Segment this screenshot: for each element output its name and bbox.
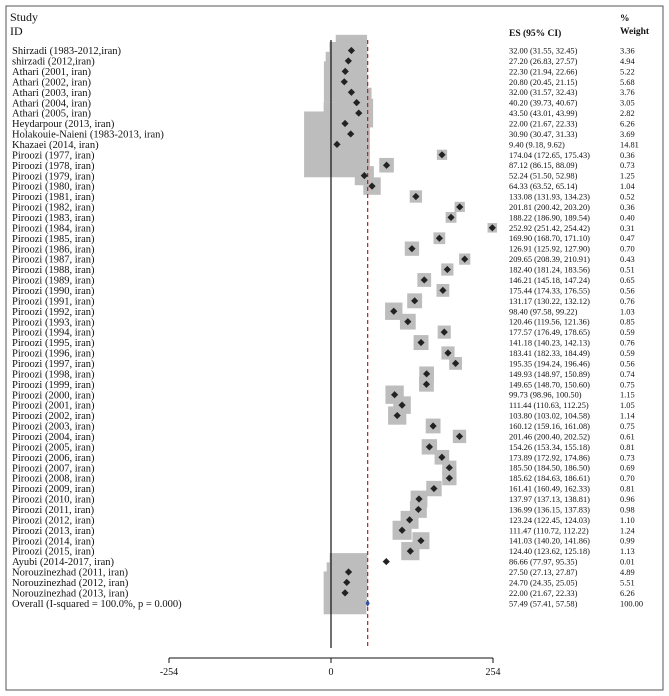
weight-value: 1.13 bbox=[620, 547, 635, 557]
study-label: Piroozi (2006, iran) bbox=[12, 452, 95, 464]
study-label: Piroozi (2014, iran) bbox=[12, 536, 95, 548]
weight-value: 0.73 bbox=[620, 453, 635, 463]
study-labels bbox=[12, 46, 182, 610]
weight-value: 0.74 bbox=[620, 369, 635, 379]
study-label: Piroozi (2013, iran) bbox=[12, 525, 95, 537]
weight-value: 0.52 bbox=[620, 192, 635, 202]
weight-value: 0.69 bbox=[620, 463, 635, 473]
weight-value: 1.10 bbox=[620, 515, 635, 525]
effect-ci-value: 209.65 (208.39, 210.91) bbox=[509, 255, 590, 265]
effect-ci-value: 52.24 (51.50, 52.98) bbox=[509, 171, 578, 181]
study-label: Shirzadi (1983-2012,iran) bbox=[12, 46, 122, 58]
study-label: Piroozi (1985, iran) bbox=[12, 233, 95, 245]
effect-ci-value: 188.22 (186.90, 189.54) bbox=[509, 213, 590, 223]
overall-weight-value: 100.00 bbox=[620, 599, 644, 609]
study-label: Piroozi (1997, iran) bbox=[12, 359, 95, 370]
effect-ci-value: 111.47 (110.72, 112.22) bbox=[509, 526, 589, 536]
effect-ci-value: 22.30 (21.94, 22.66) bbox=[509, 67, 578, 77]
study-label: Piroozi (1983, iran) bbox=[12, 212, 95, 224]
effect-ci-value: 161.41 (160.49, 162.33) bbox=[509, 484, 590, 494]
weight-value: 3.36 bbox=[620, 46, 635, 56]
weight-value: 1.04 bbox=[620, 182, 635, 192]
weight-value: 0.51 bbox=[620, 265, 635, 275]
study-label: Piroozi (2015, iran) bbox=[12, 546, 95, 558]
study-label: shirzadi (2012,iran) bbox=[12, 56, 95, 68]
weight-value: 0.73 bbox=[620, 161, 635, 171]
weight-value: 0.76 bbox=[620, 296, 635, 306]
weight-value: 0.70 bbox=[620, 244, 635, 254]
weight-value: 0.61 bbox=[620, 432, 635, 442]
weight-value: 14.81 bbox=[620, 140, 639, 150]
study-label: Heydarpour (2013, iran) bbox=[12, 119, 115, 131]
effect-ci-value: 133.08 (131.93, 134.23) bbox=[509, 192, 590, 202]
effect-ci-value: 20.80 (20.45, 21.15) bbox=[509, 77, 578, 87]
weight-value: 4.89 bbox=[620, 568, 635, 577]
effect-ci-value: 201.81 (200.42, 203.20) bbox=[509, 202, 590, 212]
study-label: Khazaei (2014, iran) bbox=[12, 139, 99, 151]
study-label: Piroozi (2007, iran) bbox=[12, 463, 95, 475]
study-label: Piroozi (2005, iran) bbox=[12, 442, 95, 454]
weight-value: 3.76 bbox=[620, 88, 635, 98]
effect-ci-value: 149.93 (148.97, 150.89) bbox=[509, 369, 590, 379]
weight-value: 0.96 bbox=[620, 494, 635, 504]
effect-ci-value: 131.17 (130.22, 132.12) bbox=[509, 296, 590, 306]
effect-ci-value: 126.91 (125.92, 127.90) bbox=[509, 244, 590, 254]
study-label: Piroozi (2004, iran) bbox=[12, 432, 95, 444]
effect-ci-value: 22.00 (21.67, 22.33) bbox=[509, 119, 578, 129]
effect-ci-value: 124.40 (123.62, 125.18) bbox=[509, 547, 590, 557]
weight-value: 0.56 bbox=[620, 359, 635, 369]
study-label: Piroozi (2000, iran) bbox=[12, 390, 95, 402]
x-axis bbox=[160, 658, 501, 678]
weight-value: 0.75 bbox=[620, 380, 635, 390]
effect-ci-value: 141.03 (140.20, 141.86) bbox=[509, 536, 590, 546]
effect-ci-value: 103.80 (103.02, 104.58) bbox=[509, 411, 590, 421]
weight-value: 1.05 bbox=[620, 401, 635, 411]
header-id: ID bbox=[10, 24, 23, 38]
study-label: Athari (2001, iran) bbox=[12, 66, 92, 78]
study-label: Piroozi (2003, iran) bbox=[12, 421, 95, 433]
study-label: Piroozi (1991, iran) bbox=[12, 296, 95, 308]
study-label: Athari (2003, iran) bbox=[12, 87, 92, 99]
study-label: Piroozi (2001, iran) bbox=[12, 400, 95, 412]
effect-ci-value: 99.73 (98.96, 100.50) bbox=[509, 390, 582, 400]
study-label: Piroozi (2010, iran) bbox=[12, 494, 95, 506]
weight-value: 1.24 bbox=[620, 526, 635, 536]
x-tick-label: -254 bbox=[159, 667, 179, 678]
weight-value: 0.65 bbox=[620, 275, 635, 285]
study-label: Piroozi (1989, iran) bbox=[12, 275, 95, 287]
weight-value: 1.03 bbox=[620, 307, 635, 317]
weight-value: 0.75 bbox=[620, 421, 635, 431]
overall-label: Overall (I-squared = 100.0%, p = 0.000) bbox=[12, 598, 182, 610]
study-label: Piroozi (1996, iran) bbox=[12, 348, 95, 360]
effect-ci-value: 27.50 (27.13, 27.87) bbox=[509, 568, 578, 577]
study-label: Piroozi (1999, iran) bbox=[12, 379, 95, 391]
study-label: Piroozi (1998, iran) bbox=[12, 369, 95, 381]
weight-value: 2.82 bbox=[620, 109, 635, 119]
study-label: Norouzinezhad (2012, iran) bbox=[12, 578, 129, 590]
effect-ci-value: 160.12 (159.16, 161.08) bbox=[509, 421, 590, 431]
weight-value: 0.43 bbox=[620, 255, 635, 265]
study-label: Piroozi (1993, iran) bbox=[12, 317, 95, 329]
effect-ci-value: 136.99 (136.15, 137.83) bbox=[509, 505, 590, 515]
header-study: Study bbox=[10, 10, 39, 24]
weight-value: 0.40 bbox=[620, 213, 635, 223]
effect-ci-value: 252.92 (251.42, 254.42) bbox=[509, 223, 590, 233]
effect-ci-value: 141.18 (140.23, 142.13) bbox=[509, 338, 590, 348]
study-label: Piroozi (1988, iran) bbox=[12, 265, 95, 277]
weight-value: 0.56 bbox=[620, 286, 635, 296]
header-weight: Weight bbox=[620, 27, 650, 37]
effect-ci-value: 32.00 (31.57, 32.43) bbox=[509, 88, 578, 98]
weight-boxes bbox=[304, 35, 497, 614]
study-label: Piroozi (2011, iran) bbox=[12, 505, 95, 517]
study-label: Piroozi (1984, iran) bbox=[12, 223, 95, 235]
study-label: Piroozi (1980, iran) bbox=[12, 181, 95, 193]
study-label: Norouzinezhad (2013, iran) bbox=[12, 588, 129, 600]
effect-ci-value: 27.20 (26.83, 27.57) bbox=[509, 56, 578, 66]
effect-ci-value: 24.70 (24.35, 25.05) bbox=[509, 578, 578, 588]
effect-ci-value: 43.50 (43.01, 43.99) bbox=[509, 109, 578, 119]
weight-value: 0.70 bbox=[620, 474, 635, 484]
weight-value: 0.36 bbox=[620, 150, 635, 160]
effect-ci-value: 120.46 (119.56, 121.36) bbox=[509, 317, 590, 327]
weight-value: 0.98 bbox=[620, 505, 635, 515]
effect-ci-value: 87.12 (86.15, 88.09) bbox=[509, 161, 578, 171]
effect-ci-value: 149.65 (148.70, 150.60) bbox=[509, 380, 590, 390]
effect-ci-value: 9.40 (9.18, 9.62) bbox=[509, 140, 565, 150]
effect-ci-value: 175.44 (174.33, 176.55) bbox=[509, 286, 590, 296]
weight-value: 0.99 bbox=[620, 536, 635, 546]
weight-value: 0.36 bbox=[620, 202, 635, 212]
header-weight-percent: % bbox=[620, 14, 630, 24]
effect-ci-value: 123.24 (122.45, 124.03) bbox=[509, 515, 590, 525]
effect-ci-value: 182.40 (181.24, 183.56) bbox=[509, 265, 590, 275]
effect-ci-value: 137.97 (137.13, 138.81) bbox=[509, 494, 590, 504]
weight-value: 3.69 bbox=[620, 129, 635, 139]
weight-value: 3.05 bbox=[620, 98, 635, 108]
effect-ci-value: 111.44 (110.63, 112.25) bbox=[509, 401, 589, 411]
study-label: Holakouie-Naieni (1983-2013, iran) bbox=[12, 129, 164, 141]
effect-ci-value: 201.46 (200.40, 202.52) bbox=[509, 432, 590, 442]
effect-marker bbox=[383, 558, 390, 565]
effect-ci-value: 32.00 (31.55, 32.45) bbox=[509, 46, 578, 56]
study-label: Piroozi (1986, iran) bbox=[12, 244, 95, 256]
effect-ci-value: 64.33 (63.52, 65.14) bbox=[509, 182, 578, 192]
weight-value: 0.81 bbox=[620, 484, 635, 494]
weight-value: 0.59 bbox=[620, 328, 635, 338]
effect-ci-value: 185.62 (184.63, 186.61) bbox=[509, 474, 590, 484]
weight-value: 0.59 bbox=[620, 348, 635, 358]
effect-ci-value: 22.00 (21.67, 22.33) bbox=[509, 588, 578, 598]
study-label: Ayubi (2014-2017, iran) bbox=[12, 557, 114, 569]
weight-value: 5.68 bbox=[620, 77, 635, 87]
effect-values bbox=[509, 47, 643, 609]
effect-ci-value: 98.40 (97.58, 99.22) bbox=[509, 307, 578, 317]
study-label: Piroozi (1979, iran) bbox=[12, 171, 95, 183]
effect-ci-value: 173.89 (172.92, 174.86) bbox=[509, 453, 590, 463]
weight-value: 4.94 bbox=[620, 56, 635, 66]
header-es-ci: ES (95% CI) bbox=[509, 29, 562, 39]
study-label: Athari (2002, iran) bbox=[12, 77, 92, 89]
weight-value: 0.01 bbox=[620, 557, 635, 567]
weight-value: 6.26 bbox=[620, 588, 635, 598]
study-label: Piroozi (1977, iran) bbox=[12, 150, 95, 162]
effect-ci-value: 177.57 (176.49, 178.65) bbox=[509, 328, 590, 338]
effect-ci-value: 195.35 (194.24, 196.46) bbox=[509, 359, 590, 369]
study-label: Piroozi (2008, iran) bbox=[12, 473, 95, 485]
study-label: Piroozi (1981, iran) bbox=[12, 192, 95, 204]
x-tick-label: 254 bbox=[485, 667, 501, 678]
weight-value: 0.85 bbox=[620, 317, 635, 327]
x-tick-label: 0 bbox=[328, 667, 334, 678]
study-label: Athari (2005, iran) bbox=[12, 108, 92, 120]
study-label: Piroozi (2009, iran) bbox=[12, 484, 95, 496]
weight-value: 5.51 bbox=[620, 578, 635, 588]
overall-ci-value: 57.49 (57.41, 57.58) bbox=[509, 599, 578, 609]
study-label: Piroozi (1990, iran) bbox=[12, 285, 95, 297]
study-label: Athari (2004, iran) bbox=[12, 98, 92, 110]
weight-value: 0.81 bbox=[620, 442, 635, 452]
weight-value: 0.76 bbox=[620, 338, 635, 348]
study-label: Piroozi (1982, iran) bbox=[12, 202, 95, 214]
effect-ci-value: 30.90 (30.47, 31.33) bbox=[509, 129, 578, 139]
effect-ci-value: 146.21 (145.18, 147.24) bbox=[509, 275, 590, 285]
study-label: Piroozi (1978, iran) bbox=[12, 160, 95, 172]
weight-value: 1.14 bbox=[620, 411, 635, 421]
study-label: Piroozi (1995, iran) bbox=[12, 338, 95, 350]
study-label: Norouzinezhad (2011, iran) bbox=[12, 567, 128, 579]
study-label: Piroozi (2012, iran) bbox=[12, 515, 95, 527]
effect-ci-value: 40.20 (39.73, 40.67) bbox=[509, 98, 578, 108]
weight-value: 0.47 bbox=[620, 234, 635, 244]
weight-value: 1.15 bbox=[620, 390, 635, 400]
effect-ci-value: 169.90 (168.70, 171.10) bbox=[509, 234, 590, 244]
study-label: Piroozi (1994, iran) bbox=[12, 327, 95, 339]
weight-value: 1.25 bbox=[620, 171, 635, 181]
effect-ci-value: 183.41 (182.33, 184.49) bbox=[509, 348, 590, 358]
study-label: Piroozi (1992, iran) bbox=[12, 306, 95, 318]
weight-value: 0.31 bbox=[620, 223, 635, 233]
study-label: Piroozi (1987, iran) bbox=[12, 254, 95, 266]
weight-value: 6.26 bbox=[620, 119, 635, 129]
effect-ci-value: 185.50 (184.50, 186.50) bbox=[509, 463, 590, 473]
effect-ci-value: 86.66 (77.97, 95.35) bbox=[509, 557, 578, 567]
study-label: Piroozi (2002, iran) bbox=[12, 411, 95, 423]
weight-value: 5.22 bbox=[620, 67, 635, 77]
effect-ci-value: 154.26 (153.34, 155.18) bbox=[509, 442, 590, 452]
effect-ci-value: 174.04 (172.65, 175.43) bbox=[509, 150, 590, 160]
